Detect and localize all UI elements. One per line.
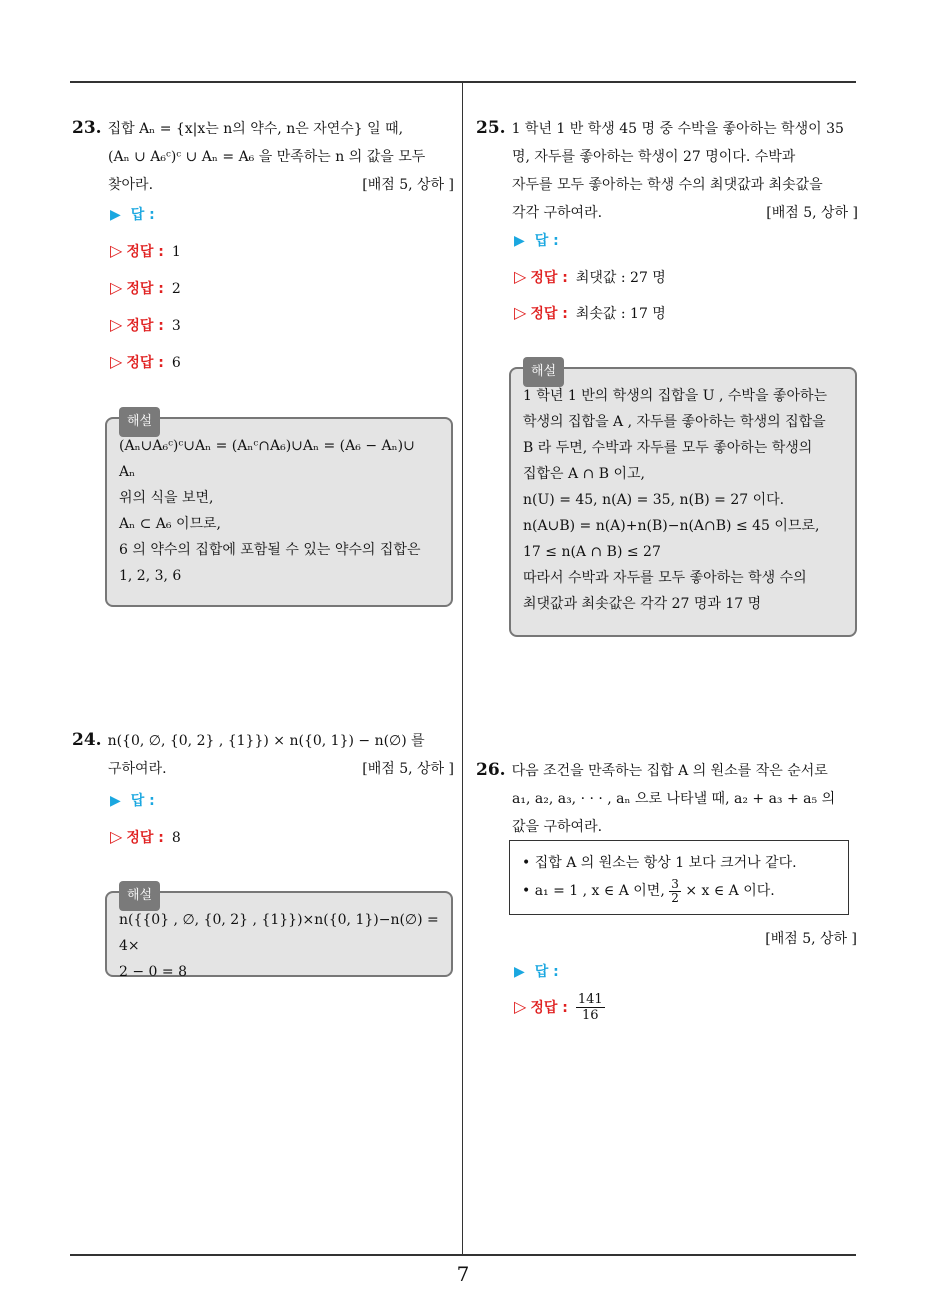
solution-tag: 해설 [119, 407, 160, 437]
condition-line: • 집합 A 의 원소는 항상 1 보다 크거나 같다. [522, 855, 797, 871]
answer-row [110, 204, 155, 224]
correct-answer-row [110, 278, 181, 298]
correct-value: 3 [171, 318, 181, 334]
correct-label: 정답 : [126, 281, 164, 297]
problem-25 [476, 114, 858, 227]
answer-label: 답 : [130, 793, 155, 809]
problem-26 [476, 756, 858, 841]
outline-triangle-icon: ▷ [110, 315, 123, 334]
question-line: 다음 조건을 만족하는 집합 A 의 원소를 작은 순서로 [511, 763, 828, 779]
correct-fraction: $\frac{141}{16}$ [577, 992, 603, 1023]
solution-line: 2 − 0 = 8 [119, 964, 187, 980]
correct-label: 정답 : [126, 830, 164, 846]
problem-number: 23. [72, 118, 102, 138]
outline-triangle-icon: ▷ [110, 278, 123, 297]
correct-label: 정답 : [530, 999, 568, 1016]
correct-answer-row [514, 992, 605, 1023]
solution-box [105, 414, 453, 607]
question-line: a₁, a₂, a₃, · · · , aₙ 으로 나타낼 때, a₂ + a₃ + a₅ 의 [512, 791, 836, 807]
question-line: 1 학년 1 반 학생 45 명 중 수박을 좋아하는 학생이 35 [511, 121, 844, 137]
play-triangle-icon: ▶ [110, 207, 121, 223]
fraction: $\frac{3}{2}$ [671, 876, 679, 905]
play-triangle-icon: ▶ [514, 964, 525, 980]
solution-line: 집합은 A ∩ B 이고, [523, 466, 645, 482]
solution-line: 위의 식을 보면, [119, 490, 214, 506]
solution-line: 1, 2, 3, 6 [119, 568, 182, 584]
problem-24 [72, 726, 454, 783]
solution-line: 학생의 집합을 A , 자두를 좋아하는 학생의 집합을 [523, 414, 826, 430]
score-label: [배점 5, 상하 ] [765, 931, 857, 947]
correct-answer-row [514, 267, 666, 287]
column-divider [462, 82, 463, 1255]
correct-answer-row [110, 827, 181, 847]
correct-answer-row [110, 352, 181, 372]
solution-line: Aₙ ⊂ A₆ 이므로, [119, 516, 221, 532]
correct-value: 1 [171, 244, 181, 260]
outline-triangle-icon: ▷ [514, 996, 527, 1016]
condition-line: • a₁ = 1 , x ∈ A 이면, $\frac{3}{2}$ × x ∈ A 이다. [522, 876, 775, 905]
play-triangle-icon: ▶ [514, 233, 525, 249]
question-line: (Aₙ ∪ A₆ᶜ)ᶜ ∪ Aₙ = A₆ 을 만족하는 n 의 값을 모두 [108, 149, 426, 165]
answer-row [110, 790, 155, 810]
page-number: 7 [456, 1262, 470, 1286]
correct-label: 정답 : [530, 306, 568, 322]
problem-number: 24. [72, 730, 102, 750]
question-line: 각각 구하여라. [512, 205, 603, 221]
bottom-rule [70, 1254, 856, 1256]
solution-tag: 해설 [523, 357, 564, 387]
outline-triangle-icon: ▷ [514, 303, 527, 322]
solution-line: Aₙ [119, 464, 136, 480]
answer-label: 답 : [534, 233, 559, 249]
solution-line: (Aₙ∪A₆ᶜ)ᶜ∪Aₙ = (Aₙᶜ∩A₆)∪Aₙ = (A₆ − Aₙ)∪ [119, 438, 415, 454]
correct-answer-row [110, 241, 181, 261]
outline-triangle-icon: ▷ [110, 352, 123, 371]
correct-answer-row [514, 303, 666, 323]
top-rule [70, 81, 856, 83]
question-line: 구하여라. [108, 761, 167, 777]
outline-triangle-icon: ▷ [514, 267, 527, 286]
answer-row [514, 961, 559, 981]
answer-row [514, 230, 559, 250]
question-line: 집합 Aₙ = {x|x는 n의 약수, n은 자연수} 일 때, [107, 121, 404, 137]
correct-value: 8 [171, 830, 181, 846]
solution-line: n(A∪B) = n(A)+n(B)−n(A∩B) ≤ 45 이므로, [523, 518, 820, 534]
correct-value: 2 [171, 281, 181, 297]
solution-line: n({{0} , ∅, {0, 2} , {1}})×n({0, 1})−n(∅) = 4× [119, 912, 439, 954]
correct-value: 최댓값 : 27 명 [575, 270, 666, 286]
score-label: [배점 5, 상하 ] [362, 761, 454, 777]
problem-number: 25. [476, 118, 506, 138]
correct-label: 정답 : [126, 244, 164, 260]
solution-line: n(U) = 45, n(A) = 35, n(B) = 27 이다. [523, 492, 785, 508]
question-line: 명, 자두를 좋아하는 학생이 27 명이다. 수박과 [512, 149, 796, 165]
solution-line: B 라 두면, 수박과 자두를 모두 좋아하는 학생의 [523, 440, 813, 456]
solution-line: 17 ≤ n(A ∩ B) ≤ 27 [523, 544, 661, 560]
solution-tag: 해설 [119, 881, 160, 911]
correct-answer-row [110, 315, 181, 335]
solution-line: 1 학년 1 반의 학생의 집합을 U , 수박을 좋아하는 [523, 388, 828, 404]
correct-label: 정답 : [126, 318, 164, 334]
solution-line: 따라서 수박과 자두를 모두 좋아하는 학생 수의 [523, 570, 807, 586]
answer-label: 답 : [130, 207, 155, 223]
answer-label: 답 : [534, 964, 559, 980]
correct-value: 최솟값 : 17 명 [575, 306, 666, 322]
problem-23 [72, 114, 454, 199]
question-line: 찾아라. [108, 177, 154, 193]
solution-line: 최댓값과 최솟값은 각각 27 명과 17 명 [523, 596, 762, 612]
question-line: n({0, ∅, {0, 2} , {1}}) × n({0, 1}) − n(∅) 를 [107, 733, 425, 749]
correct-value: 6 [171, 355, 181, 371]
question-line: 값을 구하여라. [512, 819, 603, 835]
problem-number: 26. [476, 760, 506, 780]
question-line: 자두를 모두 좋아하는 학생 수의 최댓값과 최솟값을 [512, 177, 823, 193]
solution-box [509, 364, 857, 637]
solution-box [105, 888, 453, 980]
condition-box [509, 840, 849, 915]
outline-triangle-icon: ▷ [110, 827, 123, 846]
outline-triangle-icon: ▷ [110, 241, 123, 260]
correct-label: 정답 : [530, 270, 568, 286]
play-triangle-icon: ▶ [110, 793, 121, 809]
score-label: [배점 5, 상하 ] [362, 177, 454, 193]
score-label: [배점 5, 상하 ] [766, 205, 858, 221]
correct-label: 정답 : [126, 355, 164, 371]
solution-line: 6 의 약수의 집합에 포함될 수 있는 약수의 집합은 [119, 542, 421, 558]
